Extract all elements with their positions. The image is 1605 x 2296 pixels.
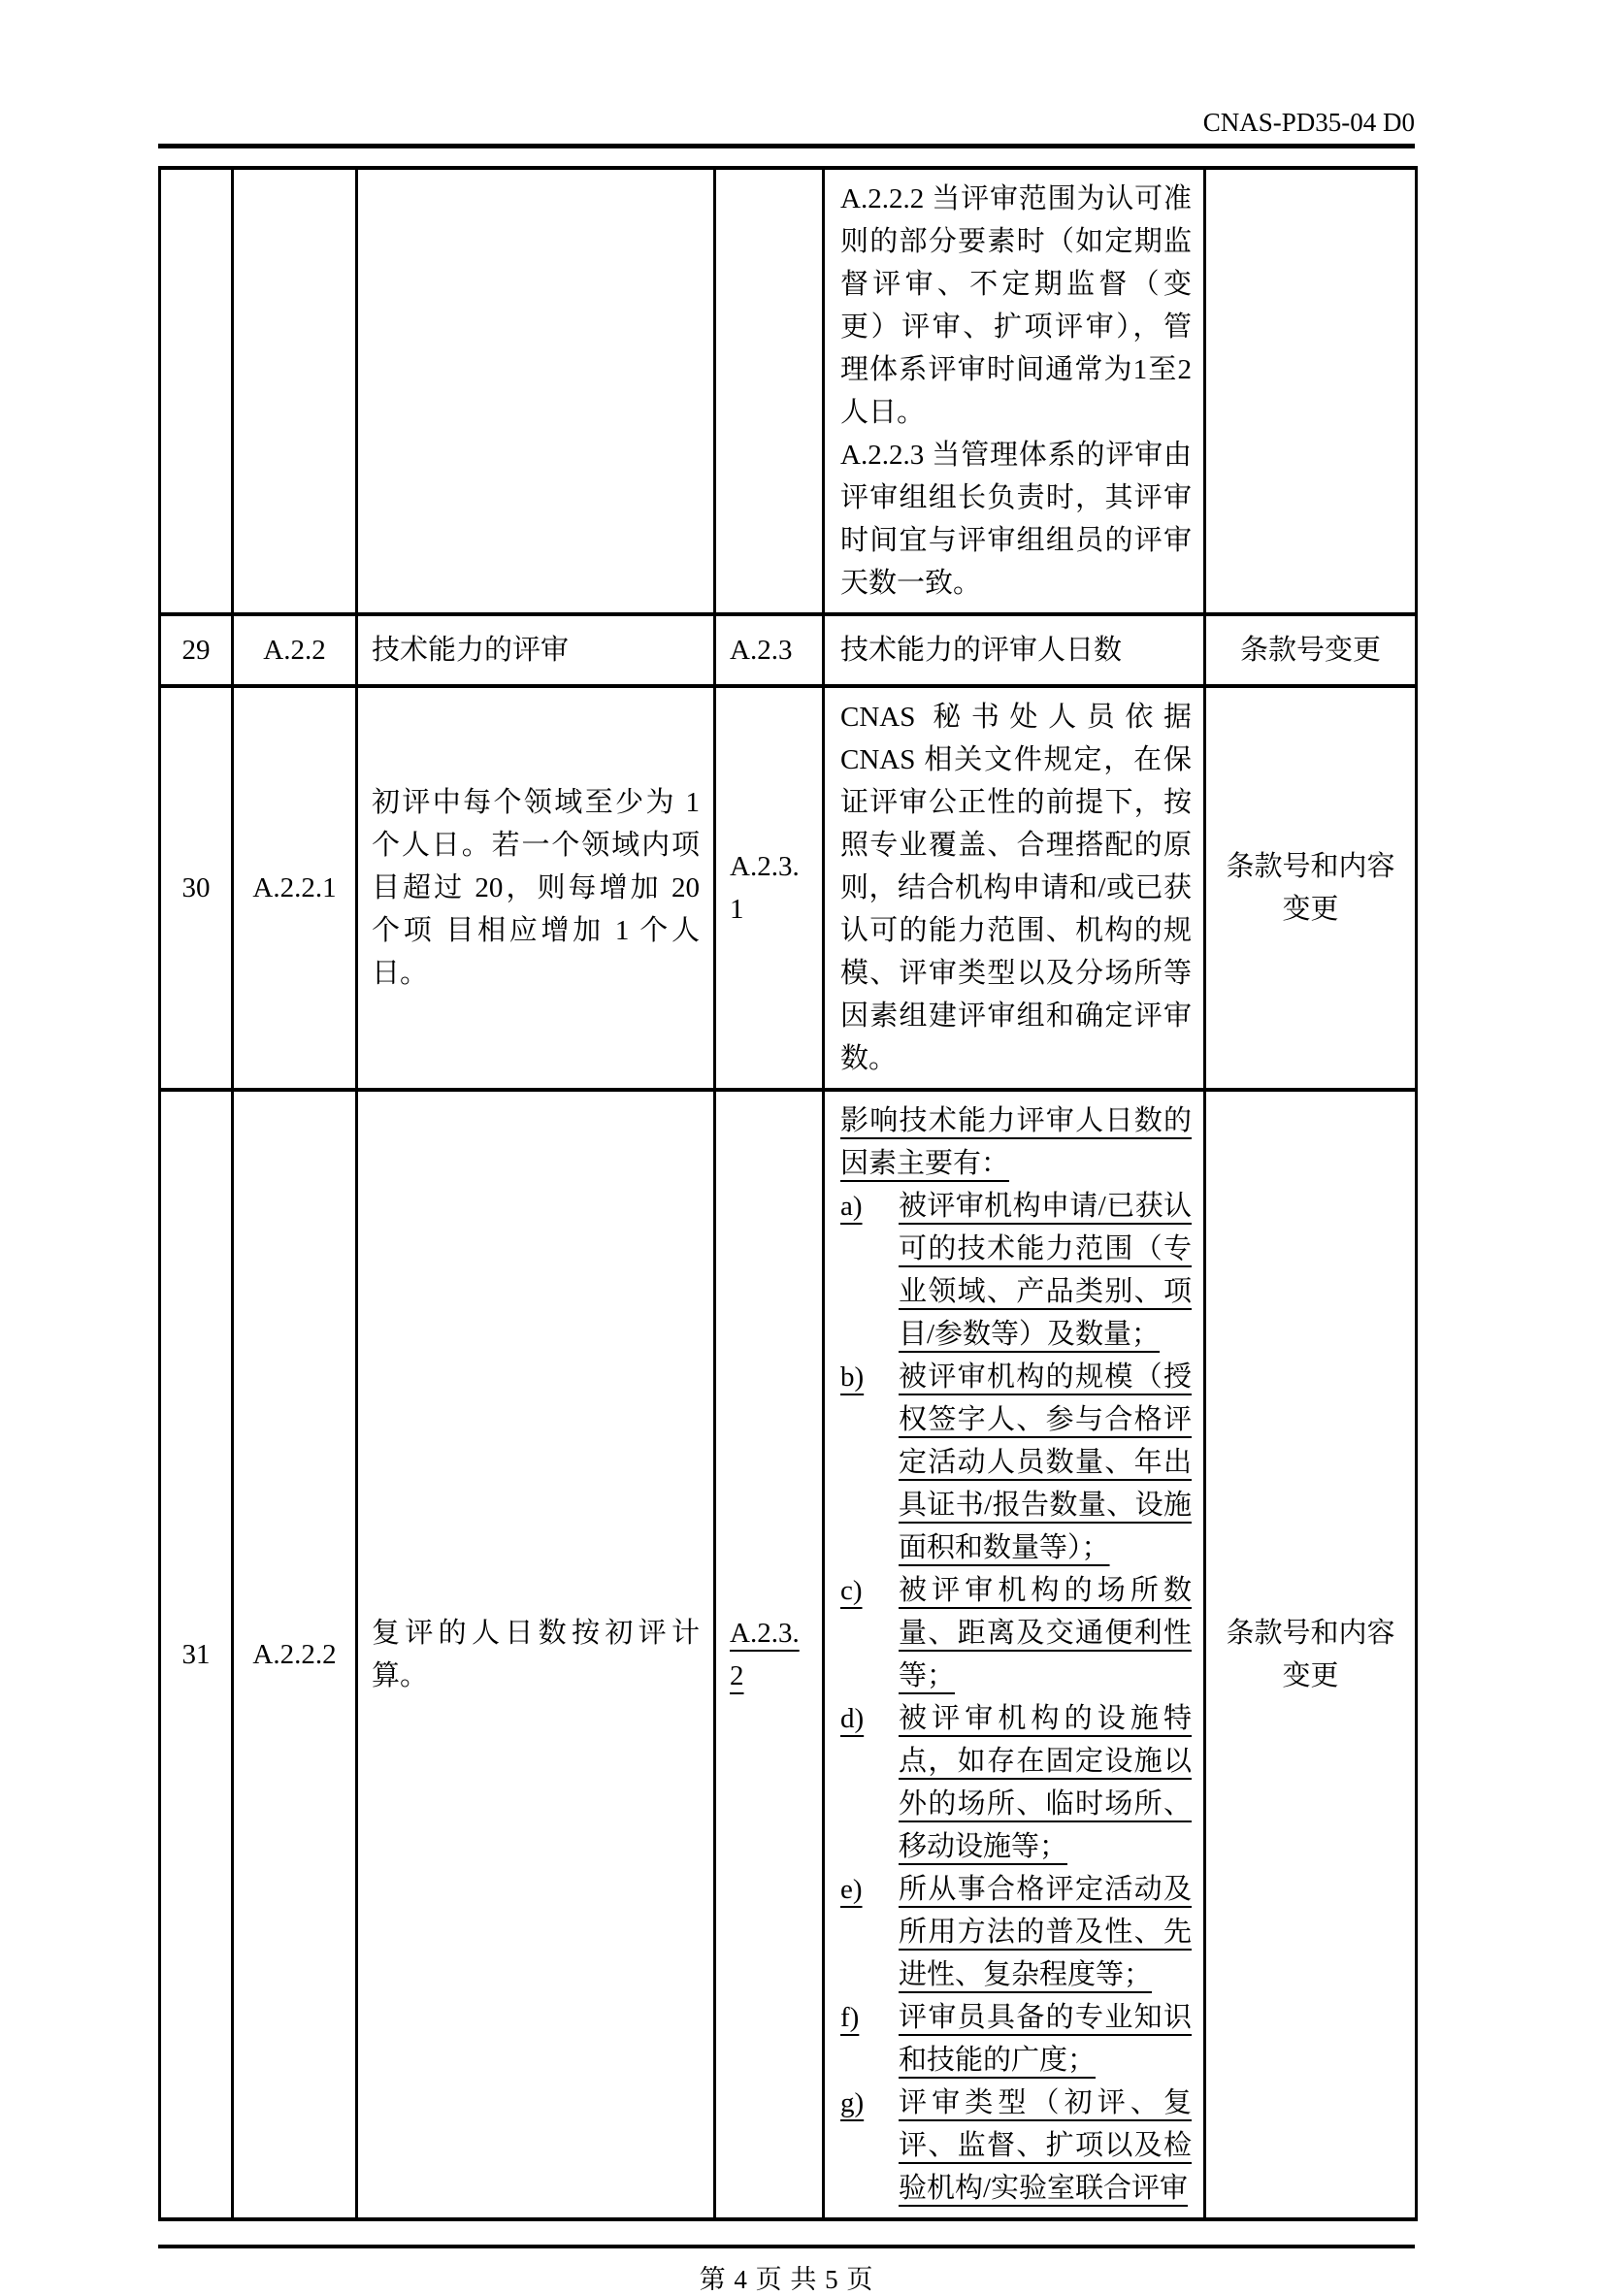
page-number: 第 4 页 共 5 页 xyxy=(699,2264,874,2294)
list-item-marker: g) xyxy=(840,2086,865,2118)
new-clause-cell: A.2.3 xyxy=(715,614,824,686)
list-item-marker: f) xyxy=(840,2001,860,2033)
change-type-cell: 条款号变更 xyxy=(1205,614,1417,686)
list-item xyxy=(840,1356,1192,1569)
list-item-text: 所从事合格评定活动及所用方法的普及性、先进性、复杂程度等； xyxy=(899,1873,1192,1990)
old-text-cell: 技术能力的评审 xyxy=(357,614,715,686)
change-type-cell xyxy=(1205,168,1417,614)
header-rule xyxy=(158,144,1415,148)
old-clause-cell: A.2.2.2 xyxy=(233,1090,357,2219)
old-text-cell xyxy=(357,168,715,614)
list-item-text: 评审类型（初评、复评、监督、扩项以及检验机构/实验室联合评审 xyxy=(899,2086,1192,2204)
row-number-cell: 31 xyxy=(160,1090,233,2219)
table-row xyxy=(160,1090,1417,2219)
old-clause-cell: A.2.2.1 xyxy=(233,686,357,1090)
list-item-marker: e) xyxy=(840,1873,863,1905)
list-item-text: 被评审机构的规模（授权签字人、参与合格评定活动人员数量、年出具证书/报告数量、设施面积和数量等）； xyxy=(899,1361,1192,1563)
list-item xyxy=(840,1185,1192,1356)
clause-comparison-table xyxy=(158,166,1418,2221)
factors-intro: 影响技术能力评审人日数的因素主要有： xyxy=(840,1104,1192,1179)
list-item xyxy=(840,1569,1192,1697)
new-clause-cell xyxy=(715,168,824,614)
clause-paragraph: A.2.2.2 当评审范围为认可准则的部分要素时（如定期监督评审、不定期监督（变更）评审、扩项评审），管理体系评审时间通常为1至2人日。 xyxy=(840,182,1192,428)
new-text-cell xyxy=(824,1090,1205,2219)
new-text-cell: 技术能力的评审人日数 xyxy=(824,614,1205,686)
row-number-cell: 29 xyxy=(160,614,233,686)
table-row xyxy=(160,614,1417,686)
list-item-marker: a) xyxy=(840,1190,863,1222)
table-row xyxy=(160,686,1417,1090)
list-item-marker: b) xyxy=(840,1361,865,1393)
new-clause-cell xyxy=(715,1090,824,2219)
document-code: CNAS-PD35-04 D0 xyxy=(1202,108,1415,137)
table-row xyxy=(160,168,1417,614)
row-number-cell xyxy=(160,168,233,614)
change-type-cell: 条款号和内容变更 xyxy=(1205,1090,1417,2219)
list-item xyxy=(840,2082,1192,2210)
list-item-text: 被评审机构申请/已获认可的技术能力范围（专业领域、产品类别、项目/参数等）及数量； xyxy=(899,1190,1192,1350)
new-clause-underlined: A.2.3.2 xyxy=(730,1617,800,1691)
clause-paragraph: A.2.2.3 当管理体系的评审由评审组组长负责时，其评审时间宜与评审组组员的评审天数一致。 xyxy=(840,439,1192,599)
list-item xyxy=(840,1697,1192,1868)
list-item xyxy=(840,1868,1192,1996)
page-content xyxy=(158,0,1415,2296)
row-number-cell: 30 xyxy=(160,686,233,1090)
footer-rule xyxy=(158,2245,1415,2248)
list-item-text: 评审员具备的专业知识和技能的广度； xyxy=(899,2001,1192,2076)
new-clause-cell: A.2.3.1 xyxy=(715,686,824,1090)
old-text-cell: 初评中每个领域至少为 1 个人日。若一个领域内项目超过 20，则每增加 20 个项 目相应增加 1 个人日。 xyxy=(357,686,715,1090)
old-text-cell: 复评的人日数按初评计算。 xyxy=(357,1090,715,2219)
list-item xyxy=(840,1996,1192,2082)
list-item-marker: c) xyxy=(840,1574,863,1606)
old-clause-cell xyxy=(233,168,357,614)
new-text-cell xyxy=(824,168,1205,614)
change-type-cell: 条款号和内容变更 xyxy=(1205,686,1417,1090)
list-item-text: 被评审机构的场所数量、距离及交通便利性等； xyxy=(899,1574,1192,1691)
new-text-cell: CNAS 秘书处人员依据 CNAS 相关文件规定，在保证评审公正性的前提下，按照专业覆盖、合理搭配的原则，结合机构申请和/或已获认可的能力范围、机构的规模、评审类型以及分场所等因素组建评审组和确定评审数。 xyxy=(824,686,1205,1090)
old-clause-cell: A.2.2 xyxy=(233,614,357,686)
list-item-text: 被评审机构的设施特点，如存在固定设施以外的场所、临时场所、移动设施等； xyxy=(899,1702,1192,1862)
list-item-marker: d) xyxy=(840,1702,865,1734)
